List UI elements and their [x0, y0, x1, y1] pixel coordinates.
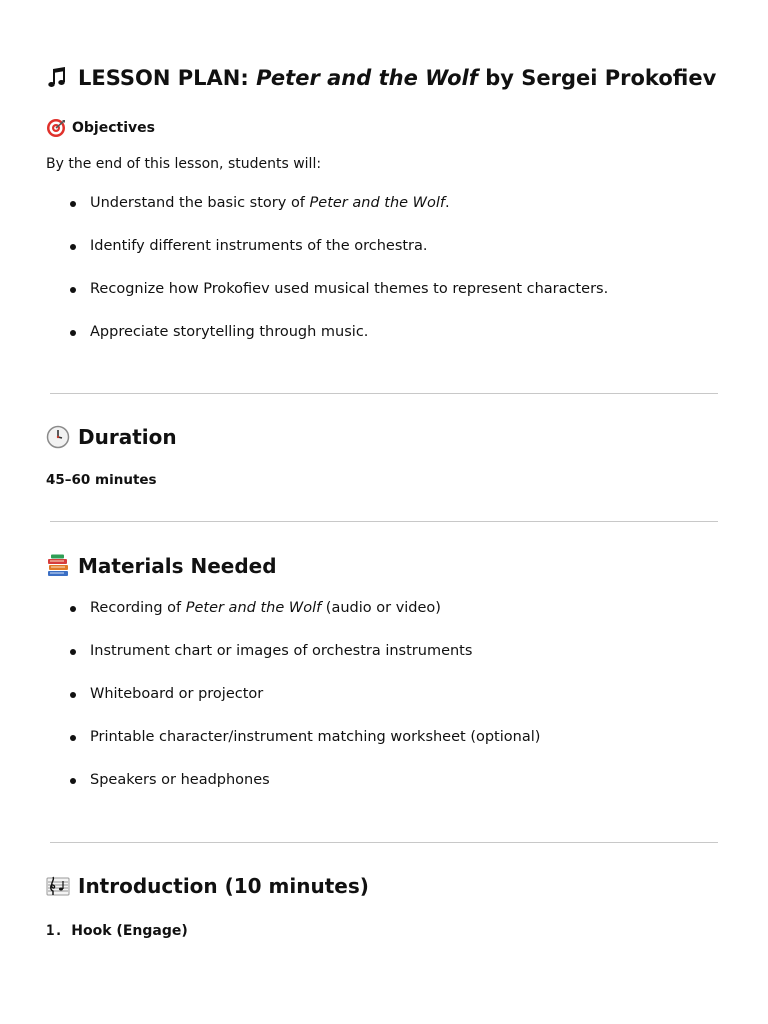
title-prefix: LESSON PLAN:	[78, 66, 249, 90]
title-work: Peter and the Wolf	[256, 66, 478, 90]
list-item: Recording of Peter and the Wolf (audio or video)	[60, 599, 540, 642]
list-item: Whiteboard or projector	[60, 685, 540, 728]
list-item: Printable character/instrument matching worksheet (optional)	[60, 728, 540, 771]
target-icon	[46, 118, 66, 138]
list-item: Recognize how Prokofiev used musical themes to represent characters.	[60, 280, 608, 323]
introduction-heading	[46, 874, 369, 898]
introduction-heading-text: Introduction (10 minutes)	[78, 874, 369, 898]
duration-heading-text: Duration	[78, 425, 177, 449]
section-divider	[50, 521, 718, 522]
clock-icon	[46, 425, 70, 449]
list-item: Appreciate storytelling through music.	[60, 323, 608, 366]
section-divider	[50, 393, 718, 394]
materials-list	[60, 599, 540, 814]
list-item: Instrument chart or images of orchestra instruments	[60, 642, 540, 685]
step-title: Hook (Engage)	[71, 923, 188, 939]
step-heading	[46, 923, 188, 939]
step-number: 1.	[46, 923, 63, 939]
page-title	[46, 66, 746, 90]
objectives-intro: By the end of this lesson, students will:	[46, 156, 322, 172]
list-item: Understand the basic story of Peter and the Wolf.	[60, 194, 608, 237]
list-item: Speakers or headphones	[60, 771, 540, 814]
objectives-heading	[46, 118, 155, 138]
section-divider	[50, 842, 718, 843]
books-icon	[46, 554, 70, 578]
objectives-list	[60, 194, 608, 366]
materials-heading-text: Materials Needed	[78, 554, 277, 578]
duration-value: 45–60 minutes	[46, 472, 157, 488]
list-item: Identify different instruments of the orchestra.	[60, 237, 608, 280]
musical-score-icon	[46, 874, 70, 898]
title-suffix: by Sergei Prokofiev	[485, 66, 717, 90]
music-note-icon	[46, 66, 70, 90]
objectives-heading-text: Objectives	[72, 120, 155, 136]
materials-heading	[46, 554, 277, 578]
duration-heading	[46, 425, 177, 449]
